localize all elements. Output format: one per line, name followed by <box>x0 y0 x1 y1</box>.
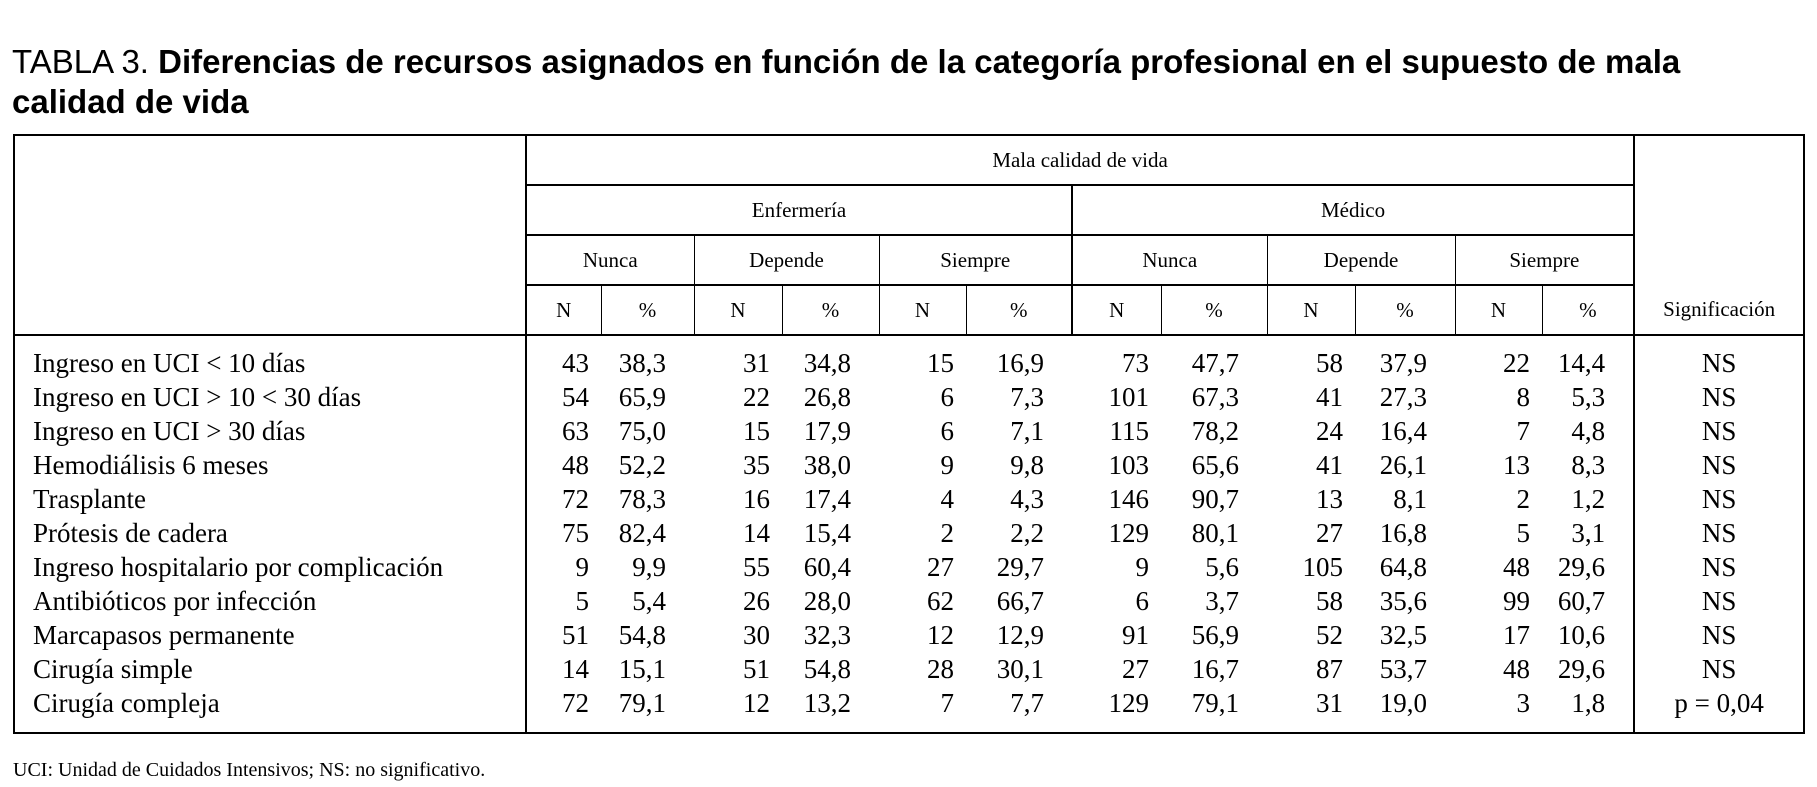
subgroup-header-medico-depende: Depende <box>1267 235 1455 285</box>
table-header <box>14 135 1804 335</box>
cell-significance: NS <box>1634 584 1804 618</box>
cell-n: 103 <box>1108 450 1149 480</box>
cell-pct: 4,3 <box>1010 484 1044 514</box>
cell-significance: p = 0,04 <box>1634 686 1804 733</box>
cell-n: 9 <box>1135 552 1149 582</box>
table-title <box>12 42 1802 122</box>
table-row <box>14 335 1804 380</box>
cell-pct: 34,8 <box>803 348 851 378</box>
cell-n: 30 <box>743 620 770 650</box>
cell-pct: 17,9 <box>803 416 851 446</box>
cell-n: 63 <box>562 416 589 446</box>
cell-n: 27 <box>1122 654 1149 684</box>
cell-pct: 35,6 <box>1379 586 1427 616</box>
cell-pct: 2,2 <box>1010 518 1044 548</box>
cell-n: 43 <box>562 348 589 378</box>
cell-n: 24 <box>1316 416 1343 446</box>
subgroup-header-enfermeria-depende: Depende <box>694 235 879 285</box>
cell-pct: 78,2 <box>1191 416 1239 446</box>
cell-pct: 37,9 <box>1379 348 1427 378</box>
cell-significance: NS <box>1634 618 1804 652</box>
cell-pct: 80,1 <box>1191 518 1239 548</box>
cell-n: 5 <box>1516 518 1530 548</box>
cell-n: 58 <box>1316 586 1343 616</box>
cell-n: 13 <box>1503 450 1530 480</box>
cell-n: 27 <box>927 552 954 582</box>
col-header-n: N <box>879 285 966 335</box>
supergroup-header: Mala calidad de vida <box>526 135 1634 185</box>
cell-pct: 29,7 <box>996 552 1044 582</box>
table-footnote: UCI: Unidad de Cuidados Intensivos; NS: no significativo. <box>13 759 486 781</box>
cell-pct: 60,7 <box>1557 586 1606 616</box>
cell-pct: 54,8 <box>618 620 666 650</box>
cell-pct: 53,7 <box>1379 654 1427 684</box>
row-label: Trasplante <box>14 482 526 516</box>
cell-significance: NS <box>1634 652 1804 686</box>
group-header-enfermeria: Enfermería <box>526 185 1072 235</box>
subgroup-header-medico-nunca: Nunca <box>1072 235 1267 285</box>
row-label: Marcapasos permanente <box>14 618 526 652</box>
table-row <box>14 584 1804 618</box>
cell-pct: 16,9 <box>996 348 1044 378</box>
cell-n: 4 <box>940 484 954 514</box>
row-label: Ingreso en UCI < 10 días <box>14 335 526 380</box>
cell-n: 72 <box>562 484 589 514</box>
cell-n: 9 <box>940 450 954 480</box>
cell-n: 6 <box>940 382 954 412</box>
row-label: Ingreso hospitalario por complicación <box>14 550 526 584</box>
cell-pct: 30,1 <box>996 654 1044 684</box>
table-number: TABLA 3. <box>12 43 149 80</box>
table-row <box>14 516 1804 550</box>
cell-pct: 29,6 <box>1557 552 1606 582</box>
cell-pct: 7,1 <box>1010 416 1044 446</box>
cell-pct: 32,3 <box>803 620 851 650</box>
cell-pct: 66,7 <box>996 586 1044 616</box>
cell-significance: NS <box>1634 380 1804 414</box>
cell-n: 48 <box>562 450 589 480</box>
cell-pct: 16,4 <box>1379 416 1427 446</box>
cell-pct: 14,4 <box>1557 348 1606 378</box>
cell-n: 28 <box>927 654 954 684</box>
cell-pct: 9,9 <box>632 552 666 582</box>
cell-pct: 75,0 <box>618 416 666 446</box>
cell-pct: 90,7 <box>1191 484 1239 514</box>
cell-pct: 79,1 <box>1191 688 1239 718</box>
cell-significance: NS <box>1634 482 1804 516</box>
cell-n: 48 <box>1503 654 1530 684</box>
cell-pct: 79,1 <box>618 688 666 718</box>
header-blank-cell <box>14 135 526 335</box>
cell-pct: 28,0 <box>803 586 851 616</box>
cell-n: 105 <box>1302 552 1343 582</box>
cell-pct: 26,8 <box>803 382 851 412</box>
cell-pct: 7,3 <box>1010 382 1044 412</box>
table-caption: Diferencias de recursos asignados en función de la categoría profesional en el supuesto de mala calidad de vida <box>12 43 1681 120</box>
cell-significance: NS <box>1634 414 1804 448</box>
cell-pct: 3,1 <box>1571 518 1606 548</box>
col-header-n: N <box>1072 285 1161 335</box>
cell-n: 13 <box>1316 484 1343 514</box>
cell-n: 55 <box>743 552 770 582</box>
row-label: Cirugía simple <box>14 652 526 686</box>
row-label: Cirugía compleja <box>14 686 526 733</box>
cell-pct: 5,3 <box>1571 382 1606 412</box>
cell-n: 35 <box>743 450 770 480</box>
col-header-n: N <box>1267 285 1355 335</box>
cell-pct: 16,8 <box>1379 518 1427 548</box>
cell-pct: 52,2 <box>618 450 666 480</box>
cell-pct: 26,1 <box>1379 450 1427 480</box>
cell-n: 91 <box>1122 620 1149 650</box>
cell-pct: 65,6 <box>1191 450 1239 480</box>
col-header-pct: % <box>966 285 1072 335</box>
table-body <box>14 335 1804 733</box>
cell-pct: 17,4 <box>803 484 851 514</box>
cell-pct: 78,3 <box>618 484 666 514</box>
cell-significance: NS <box>1634 516 1804 550</box>
table-row <box>14 652 1804 686</box>
cell-pct: 19,0 <box>1379 688 1427 718</box>
col-header-n: N <box>1455 285 1542 335</box>
cell-n: 17 <box>1503 620 1530 650</box>
cell-n: 2 <box>1516 484 1530 514</box>
cell-pct: 27,3 <box>1379 382 1427 412</box>
cell-n: 87 <box>1316 654 1343 684</box>
cell-n: 51 <box>562 620 589 650</box>
cell-pct: 1,2 <box>1571 484 1606 514</box>
col-header-pct: % <box>1542 285 1634 335</box>
row-label: Prótesis de cadera <box>14 516 526 550</box>
cell-pct: 16,7 <box>1191 654 1239 684</box>
cell-n: 2 <box>940 518 954 548</box>
table-row <box>14 380 1804 414</box>
cell-n: 27 <box>1316 518 1343 548</box>
table-row <box>14 550 1804 584</box>
row-label: Antibióticos por infección <box>14 584 526 618</box>
cell-n: 48 <box>1503 552 1530 582</box>
cell-n: 41 <box>1316 450 1343 480</box>
cell-n: 51 <box>743 654 770 684</box>
cell-pct: 7,7 <box>1010 688 1044 718</box>
table-row <box>14 618 1804 652</box>
cell-n: 12 <box>743 688 770 718</box>
cell-n: 26 <box>743 586 770 616</box>
table-row <box>14 686 1804 733</box>
cell-n: 52 <box>1316 620 1343 650</box>
cell-pct: 64,8 <box>1379 552 1427 582</box>
cell-n: 58 <box>1316 348 1343 378</box>
cell-n: 6 <box>940 416 954 446</box>
cell-pct: 65,9 <box>618 382 666 412</box>
col-header-n: N <box>694 285 782 335</box>
table-row <box>14 414 1804 448</box>
cell-significance: NS <box>1634 448 1804 482</box>
cell-pct: 38,3 <box>618 348 666 378</box>
cell-pct: 12,9 <box>996 620 1044 650</box>
cell-pct: 4,8 <box>1571 416 1606 446</box>
cell-pct: 15,1 <box>618 654 666 684</box>
col-header-pct: % <box>782 285 879 335</box>
row-label: Ingreso en UCI > 30 días <box>14 414 526 448</box>
cell-n: 7 <box>940 688 954 718</box>
significance-header: Significación <box>1634 135 1804 335</box>
cell-n: 62 <box>927 586 954 616</box>
cell-pct: 67,3 <box>1191 382 1239 412</box>
row-label: Ingreso en UCI > 10 < 30 días <box>14 380 526 414</box>
cell-n: 73 <box>1122 348 1149 378</box>
cell-n: 15 <box>743 416 770 446</box>
cell-n: 146 <box>1108 484 1149 514</box>
cell-pct: 47,7 <box>1191 348 1239 378</box>
cell-n: 31 <box>743 348 770 378</box>
table-row <box>14 482 1804 516</box>
cell-n: 99 <box>1503 586 1530 616</box>
cell-n: 15 <box>927 348 954 378</box>
cell-pct: 8,1 <box>1393 484 1427 514</box>
cell-n: 31 <box>1316 688 1343 718</box>
cell-pct: 10,6 <box>1557 620 1606 650</box>
cell-pct: 8,3 <box>1571 450 1606 480</box>
cell-significance: NS <box>1634 550 1804 584</box>
cell-pct: 5,6 <box>1205 552 1239 582</box>
cell-n: 75 <box>562 518 589 548</box>
cell-pct: 54,8 <box>803 654 851 684</box>
results-table <box>13 134 1805 734</box>
cell-pct: 1,8 <box>1571 688 1606 718</box>
cell-pct: 38,0 <box>803 450 851 480</box>
cell-n: 22 <box>743 382 770 412</box>
cell-pct: 56,9 <box>1191 620 1239 650</box>
table-row <box>14 448 1804 482</box>
col-header-n: N <box>526 285 601 335</box>
cell-n: 101 <box>1108 382 1149 412</box>
cell-pct: 3,7 <box>1205 586 1239 616</box>
row-label: Hemodiálisis 6 meses <box>14 448 526 482</box>
cell-n: 129 <box>1108 688 1149 718</box>
cell-n: 72 <box>562 688 589 718</box>
cell-n: 16 <box>743 484 770 514</box>
subgroup-header-enfermeria-nunca: Nunca <box>526 235 694 285</box>
cell-pct: 32,5 <box>1379 620 1427 650</box>
cell-n: 22 <box>1503 348 1530 378</box>
cell-n: 9 <box>575 552 589 582</box>
subgroup-header-enfermeria-siempre: Siempre <box>879 235 1072 285</box>
col-header-pct: % <box>1355 285 1455 335</box>
cell-significance: NS <box>1634 335 1804 380</box>
cell-pct: 29,6 <box>1557 654 1606 684</box>
cell-pct: 5,4 <box>632 586 666 616</box>
cell-pct: 60,4 <box>803 552 851 582</box>
cell-n: 14 <box>743 518 770 548</box>
cell-n: 6 <box>1135 586 1149 616</box>
group-header-medico: Médico <box>1072 185 1634 235</box>
cell-pct: 15,4 <box>803 518 851 548</box>
cell-n: 7 <box>1516 416 1530 446</box>
cell-n: 129 <box>1108 518 1149 548</box>
cell-n: 14 <box>562 654 589 684</box>
cell-pct: 9,8 <box>1010 450 1044 480</box>
cell-n: 8 <box>1516 382 1530 412</box>
cell-n: 3 <box>1516 688 1530 718</box>
col-header-pct: % <box>1161 285 1267 335</box>
subgroup-header-medico-siempre: Siempre <box>1455 235 1634 285</box>
col-header-pct: % <box>601 285 694 335</box>
cell-n: 12 <box>927 620 954 650</box>
cell-n: 54 <box>562 382 589 412</box>
cell-n: 5 <box>575 586 589 616</box>
cell-n: 41 <box>1316 382 1343 412</box>
cell-pct: 13,2 <box>803 688 851 718</box>
cell-pct: 82,4 <box>618 518 666 548</box>
cell-n: 115 <box>1109 416 1149 446</box>
